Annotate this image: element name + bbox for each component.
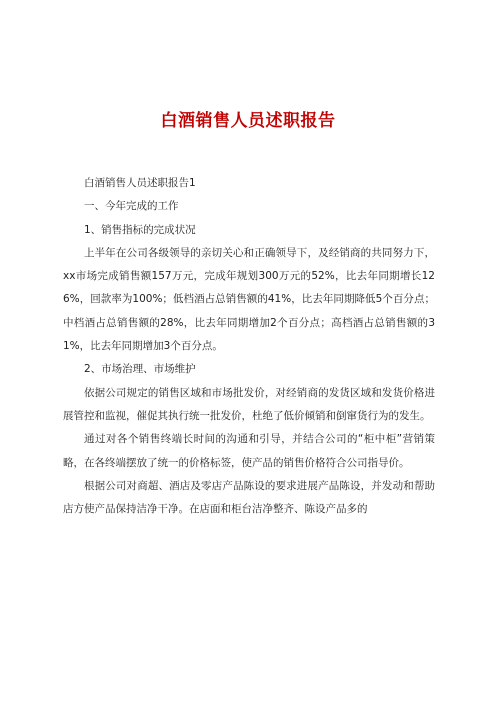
body-paragraph: 根据公司对商超、酒店及零店产品陈设的要求进展产品陈设，并发动和帮助店方使产品保持洁净干净。在店面和柜台洁净整齐、陈设产品多的 — [63, 479, 435, 516]
subsection-heading: 2、市场治理、市场维护 — [84, 363, 196, 376]
document-title: 白酒销售人员述职报告 — [160, 111, 336, 131]
document-body — [63, 172, 435, 521]
subsection-heading: 1、销售指标的完成状况 — [84, 223, 196, 236]
body-paragraph: 上半年在公司各级领导的亲切关心和正确领导下，及经销商的共同努力下，xx市场完成销售额157万元，完成年规划300万元的52%，比去年同期增长126%，回款率为100%；低档酒占总销售额的41%，比去年同期降低5个百分点；中档酒占总销售额的28%，比去年同期增加2个百分点；高档酒占总销售额的31%，比去年同期增加3个百分点。 — [63, 246, 435, 353]
body-paragraph: 通过对各个销售终端长时间的沟通和引导，并结合公司的“柜中柜”营销策略，在各终端摆放了统一的价格标签，使产品的销售价格符合公司指导价。 — [63, 433, 435, 469]
report-subtitle: 白酒销售人员述职报告1 — [84, 177, 196, 189]
body-paragraph: 依据公司规定的销售区域和市场批发价，对经销商的发货区域和发货价格进展管控和监视，催促其执行统一批发价，杜绝了低价倾销和倒窜货行为的发生。 — [63, 386, 435, 422]
section-heading: 一、今年完成的工作 — [84, 200, 179, 213]
